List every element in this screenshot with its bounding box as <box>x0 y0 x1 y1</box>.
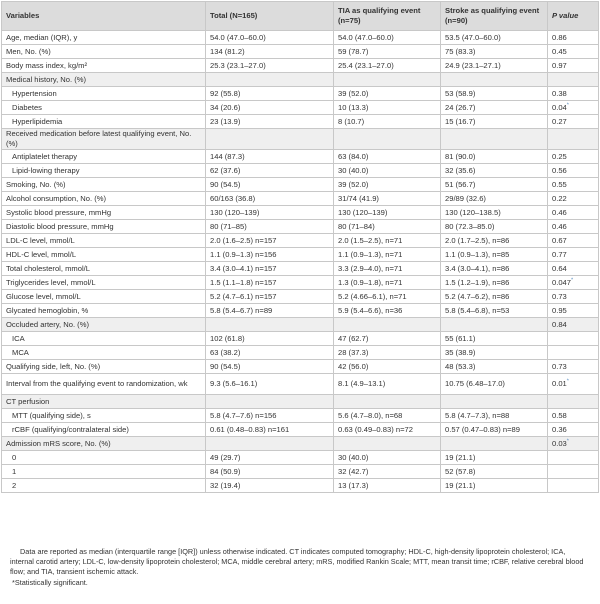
header-row <box>2 2 599 31</box>
tia-cell: 39 (52.0) <box>334 178 441 192</box>
variable-label: HDL-C level, mmol/L <box>2 248 206 262</box>
header-stroke: Stroke as qualifying event (n=90) <box>441 2 548 31</box>
stroke-cell: 53.5 (47.0–60.0) <box>441 31 548 45</box>
significance-marker: * <box>566 437 569 444</box>
significance-marker: * <box>566 101 569 108</box>
p-value-text: 0.58 <box>552 410 567 420</box>
p-value-text: 0.55 <box>552 179 567 189</box>
p-value-text: 0.95 <box>552 305 567 315</box>
stroke-cell: 51 (56.7) <box>441 178 548 192</box>
variable-label: Men, No. (%) <box>2 45 206 59</box>
table-row <box>2 150 599 164</box>
p-value-cell <box>548 115 599 129</box>
variable-label: ICA <box>2 332 206 346</box>
tia-cell: 5.9 (5.4–6.6), n=36 <box>334 304 441 318</box>
table-row <box>2 220 599 234</box>
p-value-cell <box>548 248 599 262</box>
tia-cell: 80 (71–84) <box>334 220 441 234</box>
p-value-text: 0.77 <box>552 249 567 259</box>
table-row <box>2 178 599 192</box>
table-row <box>2 318 599 332</box>
baseline-characteristics-table <box>1 1 599 493</box>
table-row <box>2 129 599 150</box>
total-cell: 63 (38.2) <box>206 346 334 360</box>
total-cell: 23 (13.9) <box>206 115 334 129</box>
p-value-text: 0.84 <box>552 319 567 329</box>
stroke-cell <box>441 318 548 332</box>
abbreviation-note: Data are reported as median (interquartile range [IQR]) unless otherwise indicated. CT indicates computed tomography; HDL-C, high-density lipoprotein cholesterol; ICA, internal carotid artery; LDL-C, low-density lipoprotein cholesterol; MCA, middle cerebral artery; mRS, modified Rankin Scale; MTT, mean transit time; rCBF, relative cerebral blood flow; and TIA, transient ischemic attack. <box>10 547 584 576</box>
total-cell: 134 (81.2) <box>206 45 334 59</box>
variable-label: MTT (qualifying side), s <box>2 409 206 423</box>
tia-cell: 1.3 (0.9–1.8), n=71 <box>334 276 441 290</box>
tia-cell: 63 (84.0) <box>334 150 441 164</box>
p-value-cell <box>548 332 599 346</box>
stroke-cell <box>441 395 548 409</box>
total-cell: 34 (20.6) <box>206 101 334 115</box>
stroke-cell <box>441 73 548 87</box>
p-value-cell <box>548 262 599 276</box>
table-row <box>2 206 599 220</box>
table-row <box>2 332 599 346</box>
total-cell: 84 (50.9) <box>206 465 334 479</box>
table-row <box>2 409 599 423</box>
table-row <box>2 451 599 465</box>
stroke-cell: 55 (61.1) <box>441 332 548 346</box>
p-value-cell <box>548 192 599 206</box>
p-value-text: 0.86 <box>552 32 567 42</box>
stroke-cell: 52 (57.8) <box>441 465 548 479</box>
table-row <box>2 164 599 178</box>
variable-label: 0 <box>2 451 206 465</box>
table-row <box>2 360 599 374</box>
stroke-cell: 48 (53.3) <box>441 360 548 374</box>
stroke-cell: 1.1 (0.9–1.3), n=85 <box>441 248 548 262</box>
p-value-cell <box>548 59 599 73</box>
tia-cell <box>334 395 441 409</box>
total-cell: 3.4 (3.0–4.1) n=157 <box>206 262 334 276</box>
table-row <box>2 479 599 493</box>
p-value-text: 0.46 <box>552 221 567 231</box>
total-cell <box>206 129 334 150</box>
tia-cell: 25.4 (23.1–27.0) <box>334 59 441 73</box>
significance-marker: * <box>571 276 574 283</box>
table-row <box>2 374 599 395</box>
variable-label: Medical history, No. (%) <box>2 73 206 87</box>
stroke-cell: 0.57 (0.47–0.83) n=89 <box>441 423 548 437</box>
tia-cell: 30 (40.0) <box>334 164 441 178</box>
variable-label: Body mass index, kg/m² <box>2 59 206 73</box>
p-value-text: 0.047 <box>552 277 572 287</box>
variable-label: rCBF (qualifying/contralateral side) <box>2 423 206 437</box>
header-p-value: P value <box>548 2 599 31</box>
p-value-text: 0.03 <box>552 438 567 448</box>
tia-cell: 42 (56.0) <box>334 360 441 374</box>
p-value-text: 0.22 <box>552 193 567 203</box>
variable-label: Systolic blood pressure, mmHg <box>2 206 206 220</box>
p-value-text: 0.56 <box>552 165 567 175</box>
tia-cell: 8.1 (4.9–13.1) <box>334 374 441 395</box>
variable-label: Occluded artery, No. (%) <box>2 318 206 332</box>
p-value-text: 0.38 <box>552 88 567 98</box>
table-row <box>2 304 599 318</box>
p-value-text: 0.01 <box>552 379 567 388</box>
table-row <box>2 346 599 360</box>
p-value-cell <box>548 206 599 220</box>
total-cell: 80 (71–85) <box>206 220 334 234</box>
variable-label: Antiplatelet therapy <box>2 150 206 164</box>
total-cell: 92 (55.8) <box>206 87 334 101</box>
variable-label: Interval from the qualifying event to randomization, wk <box>2 374 206 395</box>
p-value-cell <box>548 31 599 45</box>
stroke-cell: 53 (58.9) <box>441 87 548 101</box>
header-tia: TIA as qualifying event (n=75) <box>334 2 441 31</box>
variable-label: Hypertension <box>2 87 206 101</box>
total-cell: 25.3 (23.1–27.0) <box>206 59 334 73</box>
tia-cell: 8 (10.7) <box>334 115 441 129</box>
tia-cell: 130 (120–139) <box>334 206 441 220</box>
p-value-cell <box>548 318 599 332</box>
stroke-cell: 35 (38.9) <box>441 346 548 360</box>
tia-cell <box>334 73 441 87</box>
variable-label: Received medication before latest qualifying event, No. (%) <box>2 129 206 150</box>
p-value-text: 0.45 <box>552 46 567 56</box>
total-cell: 130 (120–139) <box>206 206 334 220</box>
total-cell: 54.0 (47.0–60.0) <box>206 31 334 45</box>
variable-label: Age, median (IQR), y <box>2 31 206 45</box>
stroke-cell: 24.9 (23.1–27.1) <box>441 59 548 73</box>
tia-cell: 59 (78.7) <box>334 45 441 59</box>
tia-cell: 3.3 (2.9–4.0), n=71 <box>334 262 441 276</box>
p-value-cell <box>548 150 599 164</box>
p-value-text: 0.46 <box>552 207 567 217</box>
p-value-cell <box>548 451 599 465</box>
total-cell <box>206 437 334 451</box>
table-row <box>2 101 599 115</box>
tia-cell <box>334 437 441 451</box>
p-value-cell <box>548 304 599 318</box>
variable-label: Total cholesterol, mmol/L <box>2 262 206 276</box>
total-cell <box>206 318 334 332</box>
total-cell: 60/163 (36.8) <box>206 192 334 206</box>
variable-label: Admission mRS score, No. (%) <box>2 437 206 451</box>
tia-cell: 32 (42.7) <box>334 465 441 479</box>
total-cell <box>206 73 334 87</box>
table-row <box>2 423 599 437</box>
p-value-text: 0.73 <box>552 291 567 301</box>
tia-cell: 39 (52.0) <box>334 87 441 101</box>
table-row <box>2 73 599 87</box>
tia-cell: 28 (37.3) <box>334 346 441 360</box>
table-row <box>2 31 599 45</box>
table-row <box>2 115 599 129</box>
variable-label: Lipid-lowing therapy <box>2 164 206 178</box>
stroke-cell: 24 (26.7) <box>441 101 548 115</box>
p-value-cell <box>548 479 599 493</box>
total-cell: 9.3 (5.6–16.1) <box>206 374 334 395</box>
table-row <box>2 276 599 290</box>
p-value-cell <box>548 409 599 423</box>
variable-label: Glucose level, mmol/L <box>2 290 206 304</box>
total-cell: 90 (54.5) <box>206 178 334 192</box>
total-cell: 49 (29.7) <box>206 451 334 465</box>
p-value-cell <box>548 234 599 248</box>
table-row <box>2 262 599 276</box>
total-cell: 5.8 (4.7–7.6) n=156 <box>206 409 334 423</box>
variable-label: Smoking, No. (%) <box>2 178 206 192</box>
stroke-cell: 130 (120–138.5) <box>441 206 548 220</box>
variable-label: CT perfusion <box>2 395 206 409</box>
p-value-cell <box>548 73 599 87</box>
p-value-text: 0.36 <box>552 424 567 434</box>
stroke-cell: 81 (90.0) <box>441 150 548 164</box>
p-value-cell <box>548 87 599 101</box>
total-cell: 32 (19.4) <box>206 479 334 493</box>
p-value-cell <box>548 290 599 304</box>
stroke-cell: 75 (83.3) <box>441 45 548 59</box>
p-value-cell <box>548 374 599 395</box>
table-body <box>2 31 599 493</box>
tia-cell: 54.0 (47.0–60.0) <box>334 31 441 45</box>
variable-label: 2 <box>2 479 206 493</box>
total-cell: 90 (54.5) <box>206 360 334 374</box>
stroke-cell: 32 (35.6) <box>441 164 548 178</box>
table-row <box>2 465 599 479</box>
p-value-cell <box>548 346 599 360</box>
table-footnotes <box>10 547 588 588</box>
p-value-text: 0.64 <box>552 263 567 273</box>
p-value-cell <box>548 101 599 115</box>
p-value-cell <box>548 129 599 150</box>
p-value-cell <box>548 437 599 451</box>
variable-label: 1 <box>2 465 206 479</box>
p-value-cell <box>548 45 599 59</box>
variable-label: Diastolic blood pressure, mmHg <box>2 220 206 234</box>
stroke-cell: 19 (21.1) <box>441 451 548 465</box>
stroke-cell: 15 (16.7) <box>441 115 548 129</box>
total-cell: 1.5 (1.1–1.8) n=157 <box>206 276 334 290</box>
tia-cell: 5.2 (4.66–6.1), n=71 <box>334 290 441 304</box>
stroke-cell: 5.2 (4.7–6.2), n=86 <box>441 290 548 304</box>
table-row <box>2 290 599 304</box>
total-cell: 5.2 (4.7–6.1) n=157 <box>206 290 334 304</box>
p-value-text: 0.97 <box>552 60 567 70</box>
table-row <box>2 87 599 101</box>
stroke-cell: 1.5 (1.2–1.9), n=86 <box>441 276 548 290</box>
total-cell: 144 (87.3) <box>206 150 334 164</box>
header-total: Total (N=165) <box>206 2 334 31</box>
stroke-cell: 2.0 (1.7–2.5), n=86 <box>441 234 548 248</box>
tia-cell: 30 (40.0) <box>334 451 441 465</box>
tia-cell: 1.1 (0.9–1.3), n=71 <box>334 248 441 262</box>
stroke-cell: 80 (72.3–85.0) <box>441 220 548 234</box>
total-cell: 2.0 (1.6–2.5) n=157 <box>206 234 334 248</box>
p-value-text: 0.73 <box>552 361 567 371</box>
total-cell <box>206 395 334 409</box>
total-cell: 1.1 (0.9–1.3) n=156 <box>206 248 334 262</box>
table-row <box>2 437 599 451</box>
stroke-cell <box>441 129 548 150</box>
table-row <box>2 395 599 409</box>
stroke-cell: 29/89 (32.6) <box>441 192 548 206</box>
tia-cell: 5.6 (4.7–8.0), n=68 <box>334 409 441 423</box>
significance-note: *Statistically significant. <box>12 578 88 587</box>
stroke-cell: 10.75 (6.48–17.0) <box>441 374 548 395</box>
total-cell: 0.61 (0.48–0.83) n=161 <box>206 423 334 437</box>
p-value-cell <box>548 164 599 178</box>
stroke-cell: 19 (21.1) <box>441 479 548 493</box>
table-row <box>2 192 599 206</box>
tia-cell: 0.63 (0.49–0.83) n=72 <box>334 423 441 437</box>
tia-cell: 47 (62.7) <box>334 332 441 346</box>
tia-cell <box>334 129 441 150</box>
table-row <box>2 234 599 248</box>
p-value-text: 0.04 <box>552 102 567 112</box>
tia-cell: 13 (17.3) <box>334 479 441 493</box>
stroke-cell: 5.8 (4.7–7.3), n=88 <box>441 409 548 423</box>
variable-label: Qualifying side, left, No. (%) <box>2 360 206 374</box>
variable-label: Glycated hemoglobin, % <box>2 304 206 318</box>
p-value-text: 0.25 <box>552 151 567 161</box>
table-row <box>2 45 599 59</box>
variable-label: Alcohol consumption, No. (%) <box>2 192 206 206</box>
p-value-cell <box>548 465 599 479</box>
stroke-cell: 5.8 (5.4–6.8), n=53 <box>441 304 548 318</box>
variable-label: Hyperlipidemia <box>2 115 206 129</box>
significance-marker: * <box>566 378 569 385</box>
tia-cell <box>334 318 441 332</box>
header-variables: Variables <box>2 2 206 31</box>
tia-cell: 31/74 (41.9) <box>334 192 441 206</box>
p-value-cell <box>548 276 599 290</box>
variable-label: Diabetes <box>2 101 206 115</box>
p-value-cell <box>548 395 599 409</box>
total-cell: 5.8 (5.4–6.7) n=89 <box>206 304 334 318</box>
total-cell: 62 (37.6) <box>206 164 334 178</box>
p-value-cell <box>548 220 599 234</box>
tia-cell: 2.0 (1.5–2.5), n=71 <box>334 234 441 248</box>
variable-label: LDL-C level, mmol/L <box>2 234 206 248</box>
stroke-cell: 3.4 (3.0–4.1), n=86 <box>441 262 548 276</box>
tia-cell: 10 (13.3) <box>334 101 441 115</box>
table-row <box>2 59 599 73</box>
variable-label: Triglycerides level, mmol/L <box>2 276 206 290</box>
table-row <box>2 248 599 262</box>
p-value-cell <box>548 178 599 192</box>
p-value-text: 0.27 <box>552 116 567 126</box>
p-value-cell <box>548 360 599 374</box>
p-value-text: 0.67 <box>552 235 567 245</box>
total-cell: 102 (61.8) <box>206 332 334 346</box>
stroke-cell <box>441 437 548 451</box>
p-value-cell <box>548 423 599 437</box>
variable-label: MCA <box>2 346 206 360</box>
